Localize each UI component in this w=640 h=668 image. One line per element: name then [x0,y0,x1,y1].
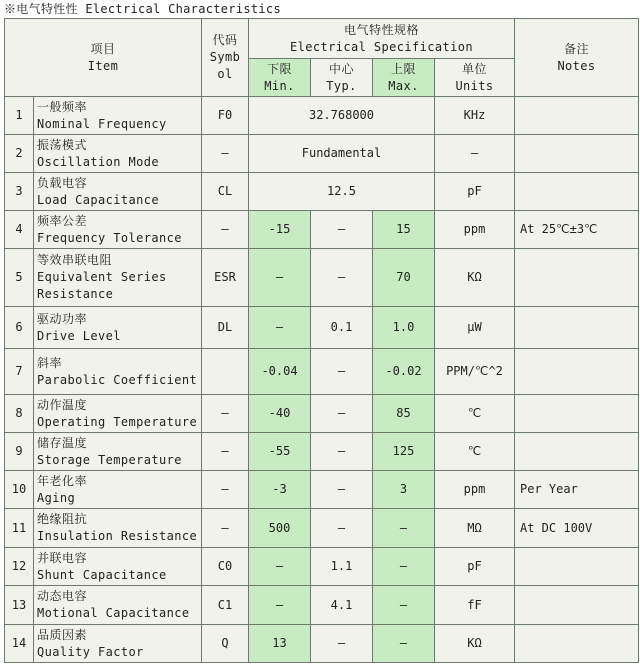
row-notes: At 25℃±3℃ [515,211,639,249]
row-units: KHz [435,97,515,135]
row-symbol: – [202,211,249,249]
row-number: 10 [5,471,34,509]
row-min: -55 [249,433,311,471]
header-max-cn: 上限 [390,61,416,76]
row-max: – [373,586,435,625]
table-row [5,509,639,548]
row-typ: – [311,625,373,663]
row-units: pF [435,173,515,211]
row-item-en: Quality Factor [37,644,144,659]
row-max: 3 [373,471,435,509]
row-notes [515,625,639,663]
row-item [34,625,202,663]
row-min: -3 [249,471,311,509]
header-min [249,59,311,97]
row-item-en: Nominal Frequency [37,116,167,131]
row-typ: 0.1 [311,307,373,349]
row-notes [515,135,639,173]
row-units: ppm [435,471,515,509]
row-units: pF [435,548,515,586]
row-max: 1.0 [373,307,435,349]
row-item-en: Oscillation Mode [37,154,159,169]
row-min: -15 [249,211,311,249]
row-number: 13 [5,586,34,625]
row-max: 125 [373,433,435,471]
table-row [5,548,639,586]
row-symbol: – [202,135,249,173]
row-symbol: – [202,395,249,433]
header-spec [249,19,515,59]
row-spec-value: Fundamental [249,135,435,173]
row-symbol [202,349,249,395]
header-units-en: Units [455,78,494,93]
row-item [34,249,202,307]
row-notes [515,395,639,433]
row-item [34,97,202,135]
header-min-en: Min. [264,78,295,93]
row-notes [515,349,639,395]
table-row [5,173,639,211]
row-typ: 1.1 [311,548,373,586]
row-item [34,471,202,509]
header-row-1 [5,19,639,59]
row-item-cn: 频率公差 [37,213,88,228]
row-item [34,349,202,395]
row-notes: At DC 100V [515,509,639,548]
header-symbol-en1: Symb [209,50,241,64]
header-units-cn: 单位 [461,61,487,76]
row-number: 9 [5,433,34,471]
row-item-en: Motional Capacitance [37,606,190,620]
row-item-en: Insulation Resistance [37,529,198,543]
row-min: 500 [249,509,311,548]
row-symbol: Q [202,625,249,663]
row-typ: – [311,471,373,509]
row-symbol: DL [202,307,249,349]
row-symbol: C0 [202,548,249,586]
row-notes: Per Year [515,471,639,509]
row-min: 13 [249,625,311,663]
row-typ: – [311,349,373,395]
row-typ: – [311,211,373,249]
header-min-cn: 下限 [266,61,292,76]
row-typ: – [311,433,373,471]
row-number: 5 [5,249,34,307]
row-units: KΩ [435,625,515,663]
row-typ: – [311,509,373,548]
row-symbol: – [202,471,249,509]
table-row [5,433,639,471]
row-max: 15 [373,211,435,249]
table-row [5,395,639,433]
table-row [5,307,639,349]
row-max: – [373,509,435,548]
row-units: KΩ [435,249,515,307]
header-item-cn: 项目 [90,41,116,56]
row-units: ppm [435,211,515,249]
row-item-en: Operating Temperature [37,414,198,429]
row-max: – [373,625,435,663]
row-item-en: Shunt Capacitance [37,567,167,582]
header-symbol [202,19,249,97]
row-max: 70 [373,249,435,307]
row-item [34,548,202,586]
row-number: 12 [5,548,34,586]
electrical-characteristics-table [4,18,639,663]
row-units: MΩ [435,509,515,548]
row-min: -0.04 [249,349,311,395]
row-item [34,433,202,471]
row-number: 1 [5,97,34,135]
header-item-en: Item [87,58,119,73]
row-units: ℃ [435,395,515,433]
header-units [435,59,515,97]
row-max: 85 [373,395,435,433]
row-item-cn: 年老化率 [37,473,88,488]
row-units: PPM/℃^2 [435,349,515,395]
row-item-en: Drive Level [37,328,121,343]
row-item [34,173,202,211]
row-number: 3 [5,173,34,211]
table-row [5,211,639,249]
row-item-en: Aging [37,490,76,505]
row-number: 14 [5,625,34,663]
row-item-en: Frequency Tolerance [37,230,182,245]
row-min: – [249,249,311,307]
row-symbol: – [202,509,249,548]
table-row [5,471,639,509]
row-units: μW [435,307,515,349]
row-max: -0.02 [373,349,435,395]
row-units: ℃ [435,433,515,471]
header-typ [311,59,373,97]
row-units: fF [435,586,515,625]
row-item-en-line2: Resistance [37,287,114,301]
row-symbol: CL [202,173,249,211]
header-item [5,19,202,97]
row-min: – [249,307,311,349]
header-typ-en: Typ. [326,78,357,93]
row-symbol: – [202,433,249,471]
row-number: 4 [5,211,34,249]
row-typ: – [311,395,373,433]
row-number: 2 [5,135,34,173]
row-min: – [249,586,311,625]
row-item-cn: 并联电容 [37,550,88,565]
row-typ: – [311,249,373,307]
header-max [373,59,435,97]
header-notes [515,19,639,97]
row-units: – [435,135,515,173]
table-row [5,625,639,663]
header-symbol-cn: 代码 [212,33,238,47]
header-notes-en: Notes [557,58,596,73]
header-spec-cn: 电气特性规格 [343,22,419,37]
row-item-en: Parabolic Coefficient [37,372,198,387]
row-number: 8 [5,395,34,433]
row-item-cn: 一般频率 [37,99,88,114]
row-item-cn: 储存温度 [37,435,88,450]
table-caption: ※电气特性性 Electrical Characteristics [4,2,281,16]
row-number: 7 [5,349,34,395]
row-min: -40 [249,395,311,433]
row-notes [515,97,639,135]
row-notes [515,173,639,211]
row-notes [515,548,639,586]
row-item-cn: 斜率 [37,355,63,370]
row-item-cn: 绝缘阻抗 [37,512,88,526]
row-item-cn: 动态电容 [37,589,88,603]
row-number: 6 [5,307,34,349]
table-row [5,586,639,625]
row-item [34,211,202,249]
row-item-cn: 负载电容 [37,175,88,190]
row-spec-value: 32.768000 [249,97,435,135]
header-spec-en: Electrical Specification [290,39,473,54]
row-item [34,509,202,548]
header-notes-cn: 备注 [563,41,589,56]
row-typ: 4.1 [311,586,373,625]
row-item-cn: 等效串联电阻 [37,253,113,267]
row-min: – [249,548,311,586]
row-symbol: ESR [202,249,249,307]
row-max: – [373,548,435,586]
row-item [34,586,202,625]
row-number: 11 [5,509,34,548]
row-item-cn: 驱动功率 [37,311,88,326]
table-row [5,135,639,173]
row-notes [515,307,639,349]
row-notes [515,433,639,471]
table-row [5,349,639,395]
row-item-en: Storage Temperature [37,452,182,467]
row-item-cn: 品质因素 [37,627,88,642]
row-item [34,135,202,173]
table-row [5,249,639,307]
row-notes [515,249,639,307]
row-symbol: F0 [202,97,249,135]
row-item-en: Equivalent Series [37,270,167,284]
header-typ-cn: 中心 [328,61,354,76]
row-notes [515,586,639,625]
header-symbol-en2: ol [217,67,233,81]
row-symbol: C1 [202,586,249,625]
table-row [5,97,639,135]
row-item [34,395,202,433]
row-item-cn: 动作温度 [37,397,88,412]
row-item-cn: 振荡模式 [37,137,88,152]
header-max-en: Max. [388,78,419,93]
row-spec-value: 12.5 [249,173,435,211]
row-item-en: Load Capacitance [37,192,159,207]
row-item [34,307,202,349]
